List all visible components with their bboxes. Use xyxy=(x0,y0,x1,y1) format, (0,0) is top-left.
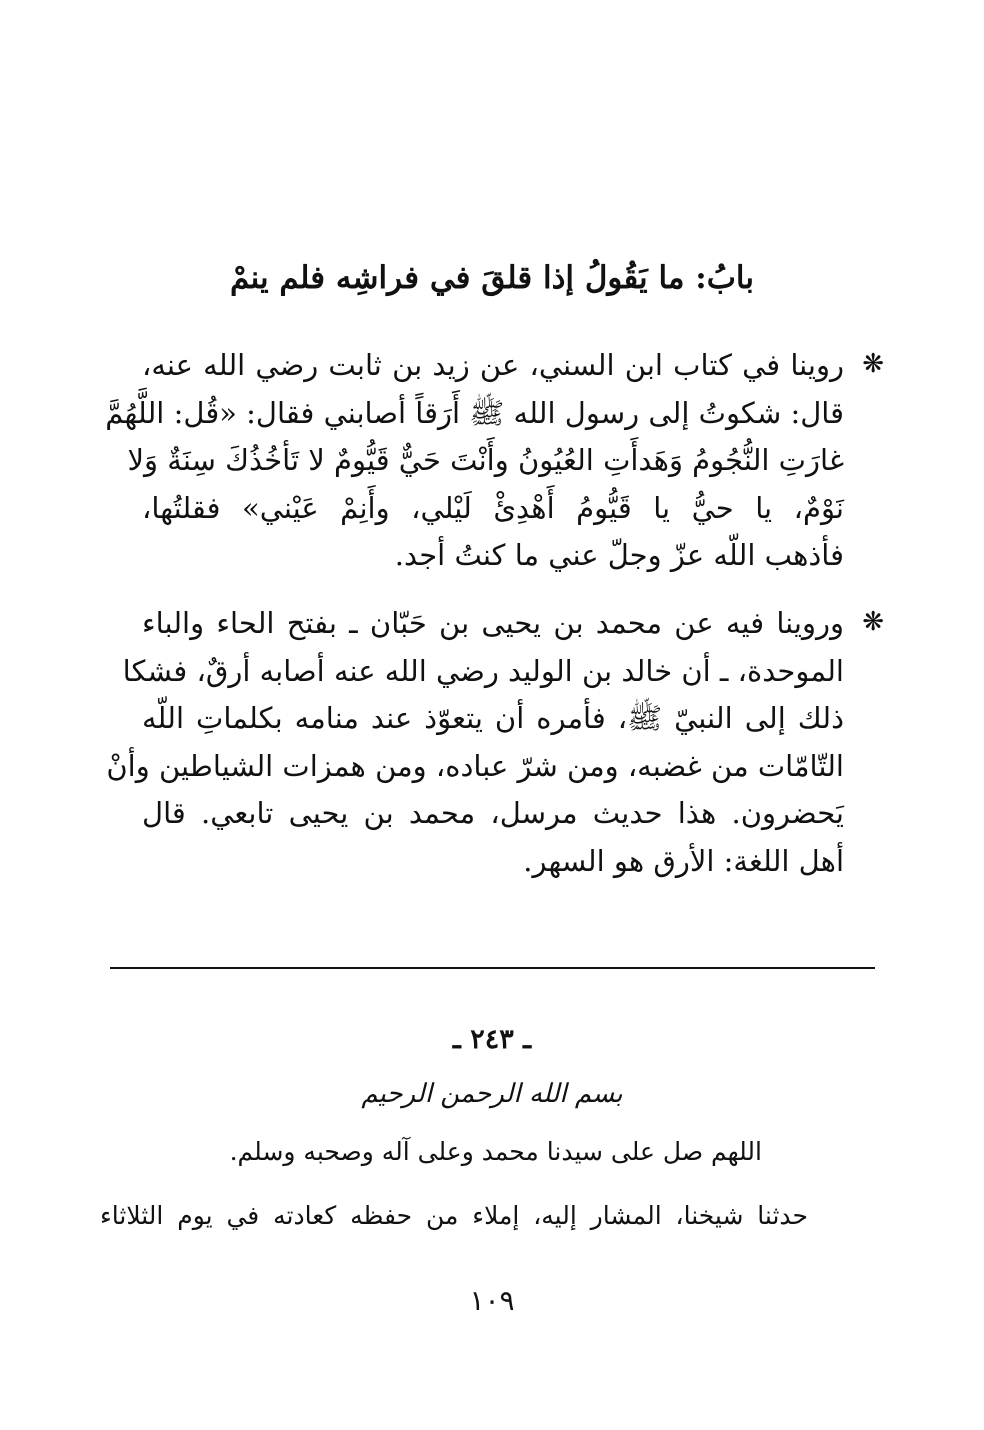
salawat-line: اللهم صل على سيدنا محمد وعلى آله وصحبه وسلم. xyxy=(229,1137,762,1166)
basmala-heading: بسم الله الرحمن الرحيم xyxy=(361,1079,623,1109)
paragraph-hadith-zayd xyxy=(105,342,844,580)
page-number: ١٠٩ xyxy=(469,1284,515,1317)
bullet-marker: ❋ xyxy=(862,607,884,637)
text-line: أهل اللغة: الأرق هو السهر. xyxy=(523,843,844,878)
inner-page-marker: ـ ٢٤٣ ـ xyxy=(452,1024,532,1055)
text-line: فأذهب اللّه عزّ وجلّ عني ما كنتُ أجد. xyxy=(394,538,844,572)
text-line: وروينا فيه عن محمد بن يحيى بن حَبّان ـ بفتح الحاء والباء xyxy=(142,606,844,640)
text-line: الموحدة، ـ أن خالد بن الوليد رضي الله عنه أصابه أرقٌ، فشكا xyxy=(122,653,844,688)
text-line: غارَتِ النُّجُومُ وَهَدأَتِ العُيُونُ وأَنْتَ حَيٌّ قَيُّومٌ لا تَأخُذُكَ سِنَةٌ وَلا xyxy=(127,443,844,477)
text-line: يَحضرون. هذا حديث مرسل، محمد بن يحيى تابعي. قال xyxy=(142,796,844,830)
text-line: التّامّات من غضبه، ومن شرّ عباده، ومن همزات الشياطين وأنْ xyxy=(106,748,844,783)
paragraph-hadith-khalid xyxy=(106,600,844,885)
bullet-marker: ❋ xyxy=(862,349,884,379)
text-line: نَوْمٌ، يا حيُّ يا قَيُّومُ أَهْدِئْ لَيْلي، وأَنِمْ عَيْني» فقلتُها، xyxy=(142,490,844,525)
chapter-title: بابُ: ما يَقُولُ إذا قلقَ في فراشِه فلم ينمْ xyxy=(229,260,755,296)
text-line: روينا في كتاب ابن السني، عن زيد بن ثابت رضي الله عنه، xyxy=(142,348,844,382)
text-line: ذلك إلى النبيّ ﷺ، فأمره أن يتعوّذ عند منامه بكلماتِ اللّه xyxy=(142,701,844,735)
section-divider xyxy=(110,967,875,969)
text-line: قال: شكوتُ إلى رسول الله ﷺ أَرَقاً أصابني فقال: «قُل: اللَّهُمَّ xyxy=(105,395,844,430)
continuation-line: حدثنا شيخنا، المشار إليه، إملاء من حفظه كعادته في يوم الثلاثاء xyxy=(100,1201,808,1230)
